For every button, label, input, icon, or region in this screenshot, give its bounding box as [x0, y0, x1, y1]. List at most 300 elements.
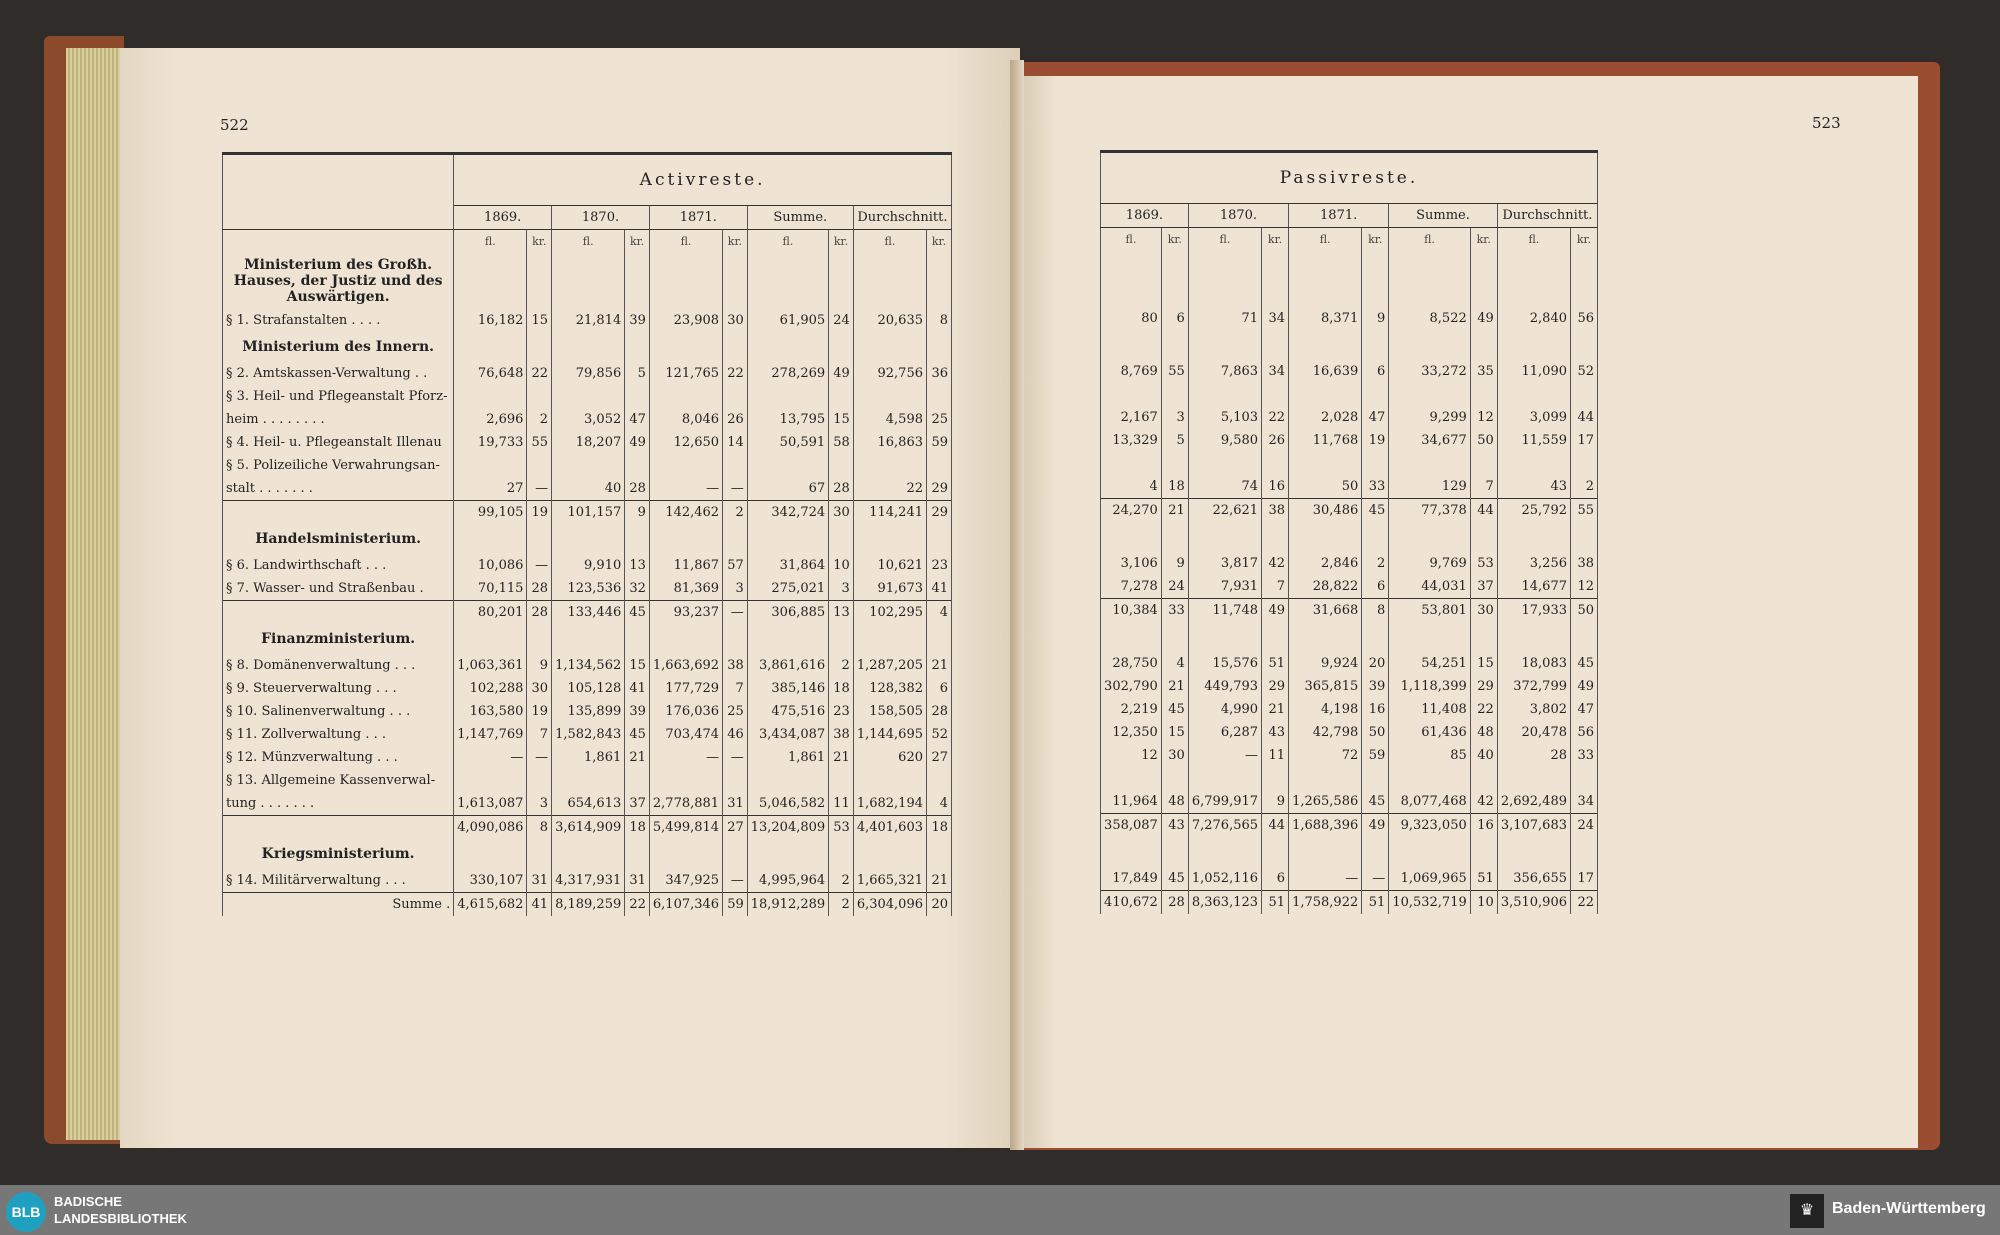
- value-fl: [552, 769, 625, 792]
- empty-cell: [1470, 522, 1497, 552]
- empty-cell: [1389, 622, 1471, 652]
- value-kr: 22: [1262, 406, 1289, 429]
- row-label: § 10. Salinenverwaltung . . .: [223, 700, 454, 723]
- empty-cell: [454, 524, 527, 554]
- empty-cell: [649, 624, 722, 654]
- year-header: 1870.: [1188, 204, 1288, 228]
- unit-fl: fl.: [853, 230, 926, 254]
- value-fl: 50,591: [747, 431, 828, 454]
- value-kr: 38: [1262, 499, 1289, 523]
- empty-cell: [723, 253, 748, 309]
- value-kr: 44: [1571, 406, 1598, 429]
- empty-cell: [747, 253, 828, 309]
- empty-cell: [1571, 522, 1598, 552]
- value-fl: 3,802: [1497, 698, 1570, 721]
- value-kr: 28: [829, 477, 854, 501]
- value-fl: 16,863: [853, 431, 926, 454]
- value-fl: 1,861: [747, 746, 828, 769]
- row-label: § 1. Strafanstalten . . . .: [223, 309, 454, 332]
- value-fl: 9,769: [1389, 552, 1471, 575]
- value-kr: 33: [1362, 475, 1389, 499]
- value-kr: [527, 769, 552, 792]
- empty-cell: [649, 524, 722, 554]
- table-row: [223, 577, 952, 601]
- value-fl: 11,090: [1497, 360, 1570, 383]
- empty-cell: [625, 524, 650, 554]
- unit-kr: kr.: [723, 230, 748, 254]
- row-label: § 9. Steuerverwaltung . . .: [223, 677, 454, 700]
- value-kr: 23: [829, 700, 854, 723]
- activreste-table: [222, 152, 952, 916]
- value-fl: [1101, 383, 1162, 406]
- value-kr: 4: [927, 792, 952, 816]
- empty-cell: [747, 839, 828, 869]
- value-kr: 24: [1571, 814, 1598, 838]
- value-fl: 6,799,917: [1188, 790, 1261, 814]
- value-fl: [1101, 452, 1162, 475]
- value-kr: 39: [1362, 675, 1389, 698]
- table-row: [1101, 652, 1598, 675]
- value-fl: 1,758,922: [1289, 891, 1362, 915]
- value-fl: 177,729: [649, 677, 722, 700]
- value-fl: —: [1188, 744, 1261, 767]
- value-fl: 25,792: [1497, 499, 1570, 523]
- value-kr: 50: [1362, 721, 1389, 744]
- value-kr: 25: [927, 408, 952, 431]
- value-kr: 31: [723, 792, 748, 816]
- value-kr: 3: [829, 577, 854, 601]
- value-fl: [747, 769, 828, 792]
- value-kr: 31: [625, 869, 650, 893]
- value-kr: 47: [1571, 698, 1598, 721]
- unit-fl: fl.: [747, 230, 828, 254]
- row-label: § 7. Wasser- und Straßenbau .: [223, 577, 454, 601]
- value-kr: 13: [829, 601, 854, 625]
- table-row: [223, 431, 952, 454]
- value-kr: 45: [1571, 652, 1598, 675]
- value-fl: 80: [1101, 307, 1162, 330]
- blb-name[interactable]: [54, 1193, 254, 1227]
- empty-cell: [1262, 837, 1289, 867]
- value-fl: 8,189,259: [552, 893, 625, 917]
- value-fl: [1188, 767, 1261, 790]
- value-fl: 10,086: [454, 554, 527, 577]
- value-kr: 44: [1262, 814, 1289, 838]
- value-fl: 330,107: [454, 869, 527, 893]
- value-kr: [1571, 383, 1598, 406]
- value-kr: [723, 385, 748, 408]
- section-heading: Kriegsministerium.: [223, 839, 454, 869]
- empty-cell: [1101, 622, 1162, 652]
- value-fl: 4,401,603: [853, 816, 926, 840]
- empty-cell: [1470, 330, 1497, 360]
- value-kr: 12: [1571, 575, 1598, 599]
- value-kr: [723, 769, 748, 792]
- page-number-left: 522: [220, 116, 249, 134]
- table-row: [1101, 575, 1598, 599]
- value-kr: [1362, 452, 1389, 475]
- value-fl: 11,748: [1188, 599, 1261, 623]
- value-fl: 7,863: [1188, 360, 1261, 383]
- value-kr: 2: [829, 893, 854, 917]
- value-kr: 22: [527, 362, 552, 385]
- value-fl: 79,856: [552, 362, 625, 385]
- value-fl: 102,288: [454, 677, 527, 700]
- value-fl: 15,576: [1188, 652, 1261, 675]
- value-kr: 6: [1161, 307, 1188, 330]
- table-row: [1101, 429, 1598, 452]
- empty-cell: [527, 839, 552, 869]
- value-kr: 6: [1262, 867, 1289, 891]
- year-header: Durchschnitt.: [853, 206, 951, 230]
- value-kr: 45: [1362, 499, 1389, 523]
- empty-cell: [853, 839, 926, 869]
- value-fl: 93,237: [649, 601, 722, 625]
- value-fl: 8,769: [1101, 360, 1162, 383]
- value-fl: [1101, 767, 1162, 790]
- row-label: § 14. Militärverwaltung . . .: [223, 869, 454, 893]
- value-kr: 28: [625, 477, 650, 501]
- value-kr: 4: [1161, 652, 1188, 675]
- empty-cell: [527, 524, 552, 554]
- empty-cell: [625, 253, 650, 309]
- unit-kr: kr.: [1262, 228, 1289, 252]
- value-kr: 30: [723, 309, 748, 332]
- value-fl: 158,505: [853, 700, 926, 723]
- value-kr: 53: [829, 816, 854, 840]
- group-title: Passivreste.: [1101, 152, 1598, 204]
- subtotal-row: [1101, 499, 1598, 523]
- value-fl: 4,317,931: [552, 869, 625, 893]
- value-fl: [552, 385, 625, 408]
- value-fl: [552, 454, 625, 477]
- value-fl: 3,861,616: [747, 654, 828, 677]
- value-fl: 31,668: [1289, 599, 1362, 623]
- book-gutter: [1010, 60, 1024, 1150]
- empty-cell: [1362, 522, 1389, 552]
- value-kr: 4: [927, 601, 952, 625]
- value-fl: 2,778,881: [649, 792, 722, 816]
- value-kr: 34: [1262, 307, 1289, 330]
- value-fl: 4,990: [1188, 698, 1261, 721]
- value-kr: 56: [1571, 307, 1598, 330]
- table-row: [1101, 475, 1598, 499]
- unit-kr: kr.: [527, 230, 552, 254]
- blb-name-line2: LANDESBIBLIOTHEK: [54, 1211, 187, 1226]
- empty-cell: [723, 839, 748, 869]
- value-fl: 28: [1497, 744, 1570, 767]
- value-kr: 21: [1161, 499, 1188, 523]
- empty-cell: [1470, 622, 1497, 652]
- value-fl: 10,621: [853, 554, 926, 577]
- value-fl: 8,046: [649, 408, 722, 431]
- value-kr: 2: [723, 501, 748, 525]
- empty-cell: [829, 624, 854, 654]
- value-fl: 1,663,692: [649, 654, 722, 677]
- value-fl: 17,933: [1497, 599, 1570, 623]
- value-kr: 17: [1571, 429, 1598, 452]
- value-kr: [1262, 452, 1289, 475]
- empty-cell: [454, 624, 527, 654]
- empty-cell: [1571, 622, 1598, 652]
- row-label: stalt . . . . . . .: [223, 477, 454, 501]
- value-fl: 4,198: [1289, 698, 1362, 721]
- value-kr: 10: [829, 554, 854, 577]
- value-kr: 49: [1262, 599, 1289, 623]
- value-kr: —: [1362, 867, 1389, 891]
- value-kr: 21: [927, 654, 952, 677]
- page-number-right: 523: [1812, 114, 1841, 132]
- blb-logo[interactable]: BLB: [6, 1192, 46, 1232]
- value-fl: [649, 454, 722, 477]
- value-kr: 43: [1262, 721, 1289, 744]
- subtotal-row: [223, 501, 952, 525]
- value-fl: 22: [853, 477, 926, 501]
- value-fl: 72: [1289, 744, 1362, 767]
- value-fl: 9,910: [552, 554, 625, 577]
- value-fl: [853, 769, 926, 792]
- value-fl: 142,462: [649, 501, 722, 525]
- passivreste-table: [1100, 150, 1598, 914]
- empty-cell: [853, 524, 926, 554]
- value-kr: 19: [1362, 429, 1389, 452]
- value-kr: [829, 454, 854, 477]
- value-fl: [649, 769, 722, 792]
- value-fl: 121,765: [649, 362, 722, 385]
- value-fl: [1497, 767, 1570, 790]
- value-kr: [1161, 383, 1188, 406]
- table-row: [1101, 360, 1598, 383]
- value-kr: 25: [723, 700, 748, 723]
- value-fl: [454, 769, 527, 792]
- value-fl: 12,350: [1101, 721, 1162, 744]
- value-kr: 38: [1571, 552, 1598, 575]
- value-kr: 49: [1571, 675, 1598, 698]
- value-kr: —: [723, 869, 748, 893]
- value-fl: [853, 454, 926, 477]
- value-fl: 11,867: [649, 554, 722, 577]
- value-kr: 29: [927, 477, 952, 501]
- value-kr: 2: [829, 869, 854, 893]
- empty-cell: [723, 624, 748, 654]
- value-kr: 16: [1470, 814, 1497, 838]
- value-kr: 49: [625, 431, 650, 454]
- empty-cell: [527, 332, 552, 362]
- table-row: [223, 677, 952, 700]
- value-kr: 55: [1571, 499, 1598, 523]
- value-fl: 16,639: [1289, 360, 1362, 383]
- value-fl: 8,522: [1389, 307, 1471, 330]
- unit-fl: fl.: [1389, 228, 1471, 252]
- section-row: [223, 524, 952, 554]
- value-fl: 13,204,809: [747, 816, 828, 840]
- subtotal-row: [223, 601, 952, 625]
- value-fl: 11,408: [1389, 698, 1471, 721]
- value-fl: 13,795: [747, 408, 828, 431]
- value-fl: 1,265,586: [1289, 790, 1362, 814]
- value-fl: 5,499,814: [649, 816, 722, 840]
- value-kr: 34: [1262, 360, 1289, 383]
- value-fl: 9,924: [1289, 652, 1362, 675]
- value-kr: 45: [1161, 867, 1188, 891]
- subtotal-row: [1101, 814, 1598, 838]
- table-row: [1101, 307, 1598, 330]
- viewer-footer: [0, 1185, 2000, 1235]
- value-fl: 3,817: [1188, 552, 1261, 575]
- subtotal-row: [1101, 891, 1598, 915]
- value-kr: [1262, 767, 1289, 790]
- value-fl: 114,241: [853, 501, 926, 525]
- value-kr: 19: [527, 501, 552, 525]
- value-fl: 14,677: [1497, 575, 1570, 599]
- value-kr: 7: [527, 723, 552, 746]
- value-fl: 365,815: [1289, 675, 1362, 698]
- table-row: [223, 792, 952, 816]
- section-row: [1101, 251, 1598, 307]
- section-row: [1101, 622, 1598, 652]
- value-fl: [1188, 383, 1261, 406]
- table-row: [1101, 790, 1598, 814]
- value-fl: 7,278: [1101, 575, 1162, 599]
- empty-cell: [1188, 330, 1261, 360]
- unit-fl: fl.: [1497, 228, 1570, 252]
- empty-cell: [625, 332, 650, 362]
- year-header: 1870.: [552, 206, 650, 230]
- table-row: [223, 408, 952, 431]
- empty-cell: [1362, 251, 1389, 307]
- value-kr: 35: [1470, 360, 1497, 383]
- value-fl: 31,864: [747, 554, 828, 577]
- value-fl: 1,861: [552, 746, 625, 769]
- value-kr: 45: [625, 601, 650, 625]
- value-kr: 53: [1470, 552, 1497, 575]
- value-fl: 11,964: [1101, 790, 1162, 814]
- value-kr: 12: [1470, 406, 1497, 429]
- table-row: [223, 454, 952, 477]
- row-label: heim . . . . . . . .: [223, 408, 454, 431]
- empty-cell: [1470, 251, 1497, 307]
- value-fl: 4,615,682: [454, 893, 527, 917]
- value-fl: 1,682,194: [853, 792, 926, 816]
- value-kr: 26: [1262, 429, 1289, 452]
- value-kr: 45: [625, 723, 650, 746]
- year-header: 1869.: [1101, 204, 1189, 228]
- value-fl: 16,182: [454, 309, 527, 332]
- value-kr: 7: [723, 677, 748, 700]
- value-kr: 18: [927, 816, 952, 840]
- value-fl: 8,371: [1289, 307, 1362, 330]
- value-fl: 77,378: [1389, 499, 1471, 523]
- table-row: [223, 700, 952, 723]
- value-kr: 20: [927, 893, 952, 917]
- value-kr: 41: [527, 893, 552, 917]
- value-kr: 31: [527, 869, 552, 893]
- value-fl: 1,069,965: [1389, 867, 1471, 891]
- value-fl: 61,905: [747, 309, 828, 332]
- row-label: § 11. Zollverwaltung . . .: [223, 723, 454, 746]
- empty-cell: [552, 524, 625, 554]
- value-fl: 306,885: [747, 601, 828, 625]
- empty-cell: [829, 839, 854, 869]
- value-fl: [747, 454, 828, 477]
- value-kr: 10: [1470, 891, 1497, 915]
- empty-cell: [853, 253, 926, 309]
- value-kr: 11: [1262, 744, 1289, 767]
- empty-cell: [552, 332, 625, 362]
- value-kr: 6: [1362, 360, 1389, 383]
- value-fl: 6,287: [1188, 721, 1261, 744]
- row-label: § 12. Münzverwaltung . . .: [223, 746, 454, 769]
- value-fl: 24,270: [1101, 499, 1162, 523]
- value-kr: 59: [927, 431, 952, 454]
- row-label: § 2. Amtskassen-Verwaltung . .: [223, 362, 454, 385]
- value-fl: 42,798: [1289, 721, 1362, 744]
- value-kr: 9: [1161, 552, 1188, 575]
- value-kr: [625, 385, 650, 408]
- value-fl: [454, 385, 527, 408]
- value-kr: 6: [927, 677, 952, 700]
- value-kr: 20: [1362, 652, 1389, 675]
- unit-kr: kr.: [1362, 228, 1389, 252]
- value-fl: 654,613: [552, 792, 625, 816]
- value-kr: 21: [1262, 698, 1289, 721]
- value-fl: 10,532,719: [1389, 891, 1471, 915]
- value-fl: [1289, 452, 1362, 475]
- table-row: [1101, 383, 1598, 406]
- empty-cell: [527, 253, 552, 309]
- value-kr: 48: [1470, 721, 1497, 744]
- value-fl: 6,304,096: [853, 893, 926, 917]
- value-fl: 1,613,087: [454, 792, 527, 816]
- value-fl: 620: [853, 746, 926, 769]
- value-fl: 129: [1389, 475, 1471, 499]
- value-fl: 3,510,906: [1497, 891, 1570, 915]
- empty-cell: [747, 624, 828, 654]
- value-kr: [1470, 767, 1497, 790]
- section-row: [1101, 330, 1598, 360]
- year-header: 1869.: [454, 206, 552, 230]
- empty-cell: [1101, 251, 1162, 307]
- year-header: 1871.: [649, 206, 747, 230]
- value-kr: 15: [1161, 721, 1188, 744]
- empty-cell: [1289, 837, 1362, 867]
- value-fl: 2,696: [454, 408, 527, 431]
- value-kr: 6: [1362, 575, 1389, 599]
- value-kr: 21: [927, 869, 952, 893]
- value-kr: 18: [1161, 475, 1188, 499]
- value-kr: 15: [625, 654, 650, 677]
- empty-cell: [649, 332, 722, 362]
- value-fl: [747, 385, 828, 408]
- value-kr: 57: [723, 554, 748, 577]
- value-kr: 9: [1262, 790, 1289, 814]
- section-heading: Ministerium des Großh. Hauses, der Justiz und des Auswärtigen.: [223, 253, 454, 309]
- bw-name[interactable]: Baden-Württemberg: [1832, 1200, 1986, 1217]
- empty-cell: [927, 332, 952, 362]
- table-row: [1101, 744, 1598, 767]
- value-fl: 61,436: [1389, 721, 1471, 744]
- unit-kr: kr.: [1571, 228, 1598, 252]
- value-kr: [1470, 383, 1497, 406]
- subtotal-row: [223, 816, 952, 840]
- value-fl: 81,369: [649, 577, 722, 601]
- value-fl: 4,598: [853, 408, 926, 431]
- value-kr: [829, 385, 854, 408]
- table-row: [223, 654, 952, 677]
- value-kr: [1362, 383, 1389, 406]
- value-fl: 1,052,116: [1188, 867, 1261, 891]
- empty-cell: [747, 332, 828, 362]
